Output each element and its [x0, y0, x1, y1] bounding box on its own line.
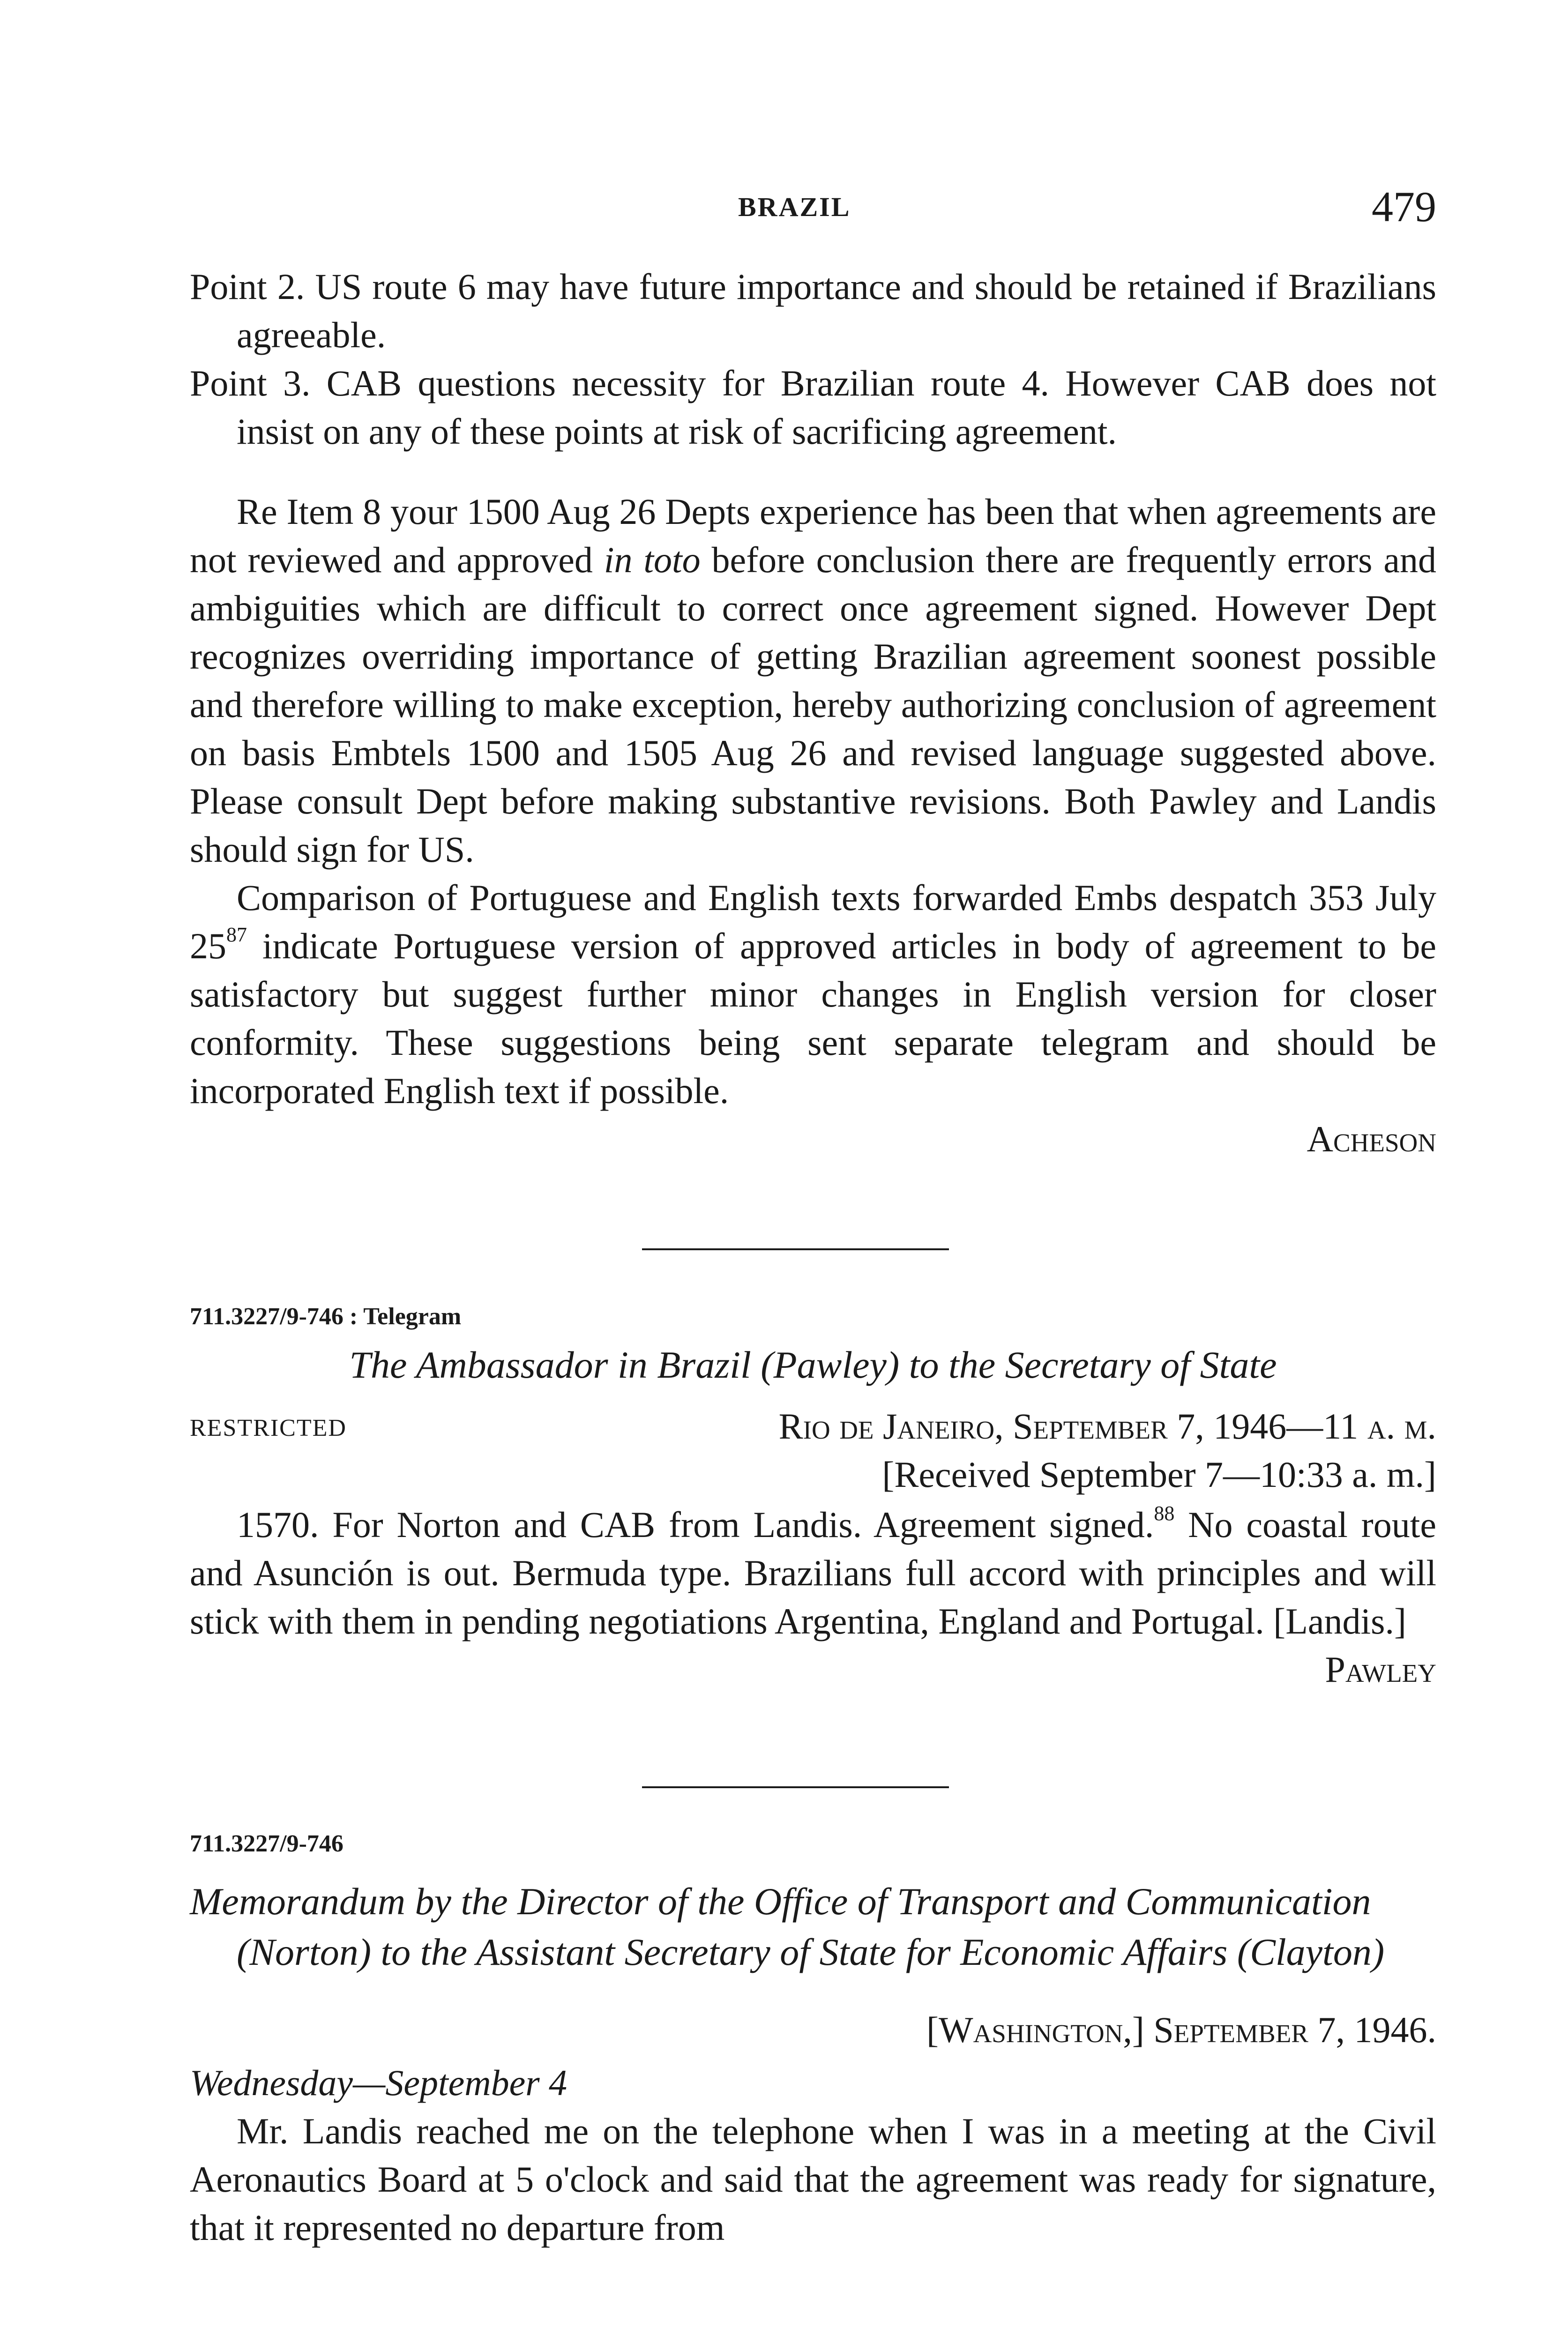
point-3: Point 3. CAB questions necessity for Brazilian route 4. However CAB does not insist on any of these points at risk of sacrificing agreement.: [190, 363, 1436, 452]
document-title: The Ambassador in Brazil (Pawley) to the Secretary of State: [349, 1343, 1277, 1386]
telegram-body-end: No coastal route and Asunción is out. Bermuda type. Brazilians full accord with principles and will stick with them in pending negotiations Argentina, England and Portugal. [Landis.]: [190, 1504, 1437, 1642]
paragraph-item-8-start: Re Item 8 your 1500 Aug 26 Depts experience has been that when agreements are not reviewed and approved: [190, 491, 1436, 580]
telegram-continuation: [190, 262, 1436, 455]
footnote-ref-87: 87: [226, 923, 247, 946]
file-number-2: 711.3227/9-746: [190, 1830, 343, 1857]
telegram-body: [190, 1500, 1436, 1645]
in-toto-text: in toto: [604, 539, 701, 580]
paragraph-comparison-start: Comparison of Portuguese and English texts forwarded Embs despatch 353 July 25: [190, 877, 1436, 966]
item-8-paragraph: [190, 487, 1436, 1163]
memorandum-dateline: [Washington,] September 7, 1946.: [926, 2009, 1436, 2050]
paragraph-item-8-end: before conclusion there are frequently errors and ambiguities which are difficult to correct once agreement signed. However Dept recognizes overriding importance of getting Brazilian agreement soonest possible and therefore willing to make exception, hereby authorizing conclusion of agreement on basis Embtels 1500 and 1505 Aug 26 and revised language suggested above. Please consult Dept before making substantive revisions. Both Pawley and Landis should sign for US.: [190, 539, 1437, 870]
classification-label: RESTRICTED: [190, 1415, 347, 1441]
memorandum-norton: [190, 1830, 1436, 2252]
running-head: BRAZIL: [738, 192, 851, 222]
memorandum-body: Mr. Landis reached me on the telephone when I was in a meeting at the Civil Aeronautics Board at 5 o'clock and said that the agreement was ready for signature, that it represented no departure from: [190, 2111, 1436, 2248]
day-heading: Wednesday—September 4: [190, 2062, 567, 2103]
telegram-body-start: 1570. For Norton and CAB from Landis. Agreement signed.: [237, 1504, 1154, 1545]
paragraph-comparison: [190, 873, 1436, 1115]
footnote-ref-88: 88: [1154, 1502, 1175, 1525]
point-2: Point 2. US route 6 may have future importance and should be retained if Brazilians agreeable.: [190, 266, 1436, 355]
signature-pawley: Pawley: [1325, 1649, 1436, 1690]
divider-rule: [642, 1248, 949, 1250]
page-number: 479: [1372, 183, 1436, 231]
dateline-block: [190, 1402, 1436, 1500]
divider-rule-2: [642, 1786, 949, 1788]
paragraph-item-8: [190, 487, 1436, 873]
paragraph-comparison-end: indicate Portuguese version of approved articles in body of agreement to be satisfactory but suggest further minor changes in English version for closer conformity. These suggestions being sent separate telegram and should be incorporated English text if possible.: [190, 925, 1436, 1111]
memorandum-title: Memorandum by the Director of the Office of Transport and Communication (Norton) to the Assistant Secretary of State for Economic Affairs (Clayton): [190, 1880, 1385, 1973]
telegram-pawley: [190, 1303, 1436, 1694]
received-line: [Received September 7—10:33 a. m.]: [882, 1454, 1436, 1495]
page-header: [190, 182, 1436, 233]
dateline: Rio de Janeiro, September 7, 1946—11 a. m.: [778, 1406, 1436, 1447]
file-number: 711.3227/9-746 : Telegram: [190, 1303, 462, 1330]
signature-acheson: Acheson: [1307, 1119, 1436, 1159]
